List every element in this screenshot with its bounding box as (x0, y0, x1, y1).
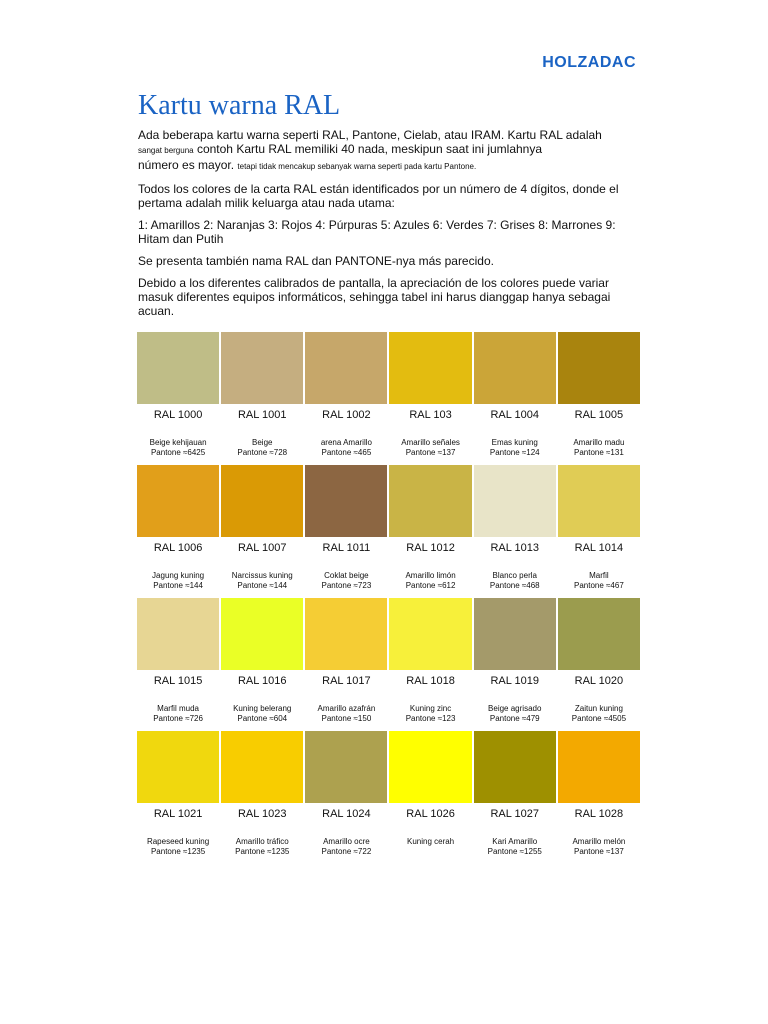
pantone-match: Pantone ≈123 (405, 714, 456, 723)
pantone-match: Pantone ≈137 (574, 847, 624, 856)
color-name: Beige kehijauan (149, 438, 207, 447)
color-description (389, 704, 471, 724)
color-name: Amarillo tráfico (235, 837, 289, 846)
color-cell (305, 731, 387, 864)
color-description (137, 438, 219, 458)
ral-code: RAL 1021 (153, 808, 203, 820)
color-swatch (305, 465, 387, 537)
ral-code: RAL 1019 (490, 675, 539, 687)
color-description (221, 704, 303, 724)
color-swatch (221, 731, 303, 803)
page-title: Kartu warna RAL (138, 90, 341, 121)
color-name: Marfil muda (157, 704, 199, 713)
color-swatch (558, 332, 640, 404)
ral-code: RAL 1016 (237, 675, 287, 687)
color-description (221, 438, 303, 458)
ral-code: RAL 103 (409, 409, 452, 421)
ral-code: RAL 1001 (237, 409, 287, 421)
color-name: Beige (252, 438, 273, 447)
paragraph-4: Se presenta también nama RAL dan PANTONE-nya más parecido. (138, 254, 494, 268)
pantone-match: Pantone ≈1235 (150, 847, 206, 856)
pantone-match: Pantone ≈124 (489, 448, 540, 457)
color-cell (137, 598, 219, 731)
pantone-match: Pantone ≈150 (321, 714, 372, 723)
color-description (305, 438, 387, 458)
ral-code: RAL 1006 (153, 542, 203, 554)
color-name: Kuning zinc (409, 704, 452, 713)
color-name: Zaitun kuning (574, 704, 623, 713)
paragraph-1b-small: sangat berguna (138, 146, 194, 155)
ral-code: RAL 1011 (322, 542, 371, 554)
color-swatch (137, 332, 219, 404)
color-description (389, 438, 471, 458)
color-cell (221, 465, 303, 598)
ral-code: RAL 1023 (237, 808, 287, 820)
ral-code: RAL 1007 (237, 542, 287, 554)
color-name: Coklat beige (324, 571, 369, 580)
color-swatch (305, 598, 387, 670)
color-cell (221, 731, 303, 864)
color-swatch (558, 465, 640, 537)
brand-logo: HOLZADAC (542, 54, 636, 71)
color-name: Amarillo señales (401, 438, 460, 447)
paragraph-3: 1: Amarillos 2: Naranjas 3: Rojos 4: Púrpuras 5: Azules 6: Verdes 7: Grises 8: Marrones 9: Hitam dan Putih (138, 218, 616, 246)
color-name: Narcissus kuning (231, 571, 293, 580)
color-description (389, 571, 471, 591)
color-description (558, 704, 640, 724)
color-name: Emas kuning (491, 438, 538, 447)
color-swatch (558, 731, 640, 803)
paragraph-2: Todos los colores de la carta RAL están identificados por un número de 4 dígitos, donde el pertama adalah milik keluarga atau nada utama: (138, 182, 619, 210)
color-name: Kuning belerang (233, 704, 292, 713)
pantone-match: Pantone ≈1255 (487, 847, 542, 856)
ral-code: RAL 1018 (406, 675, 455, 687)
color-description (305, 571, 387, 591)
ral-code: RAL 1026 (406, 808, 455, 820)
color-name: Amarillo madu (573, 438, 625, 447)
color-cell (137, 731, 219, 864)
ral-code: RAL 1014 (574, 542, 624, 554)
color-swatch (389, 598, 471, 670)
pantone-match: Pantone ≈468 (489, 581, 540, 590)
color-description (137, 571, 219, 591)
color-name: arena Amarillo (320, 438, 372, 447)
color-cell (558, 332, 640, 465)
color-name: Blanco perla (492, 571, 537, 580)
ral-code: RAL 1015 (153, 675, 203, 687)
color-name: Kari Amarillo (492, 837, 538, 846)
pantone-match: Pantone ≈6425 (150, 448, 206, 457)
color-swatch (474, 598, 556, 670)
color-description (389, 837, 471, 847)
color-cell (474, 465, 556, 598)
ral-code: RAL 1013 (490, 542, 539, 554)
color-description (558, 837, 640, 857)
color-description (558, 438, 640, 458)
color-cell (558, 598, 640, 731)
ral-code: RAL 1024 (322, 808, 371, 820)
intro-text (138, 128, 638, 326)
paragraph-1b: contoh Kartu RAL memiliki 40 nada, meskipun saat ini jumlahnya (196, 142, 543, 156)
color-swatch (474, 731, 556, 803)
color-cell (389, 731, 471, 864)
ral-code: RAL 1002 (322, 409, 371, 421)
color-description (474, 837, 556, 857)
color-description (221, 571, 303, 591)
pantone-match: Pantone ≈144 (153, 581, 203, 590)
color-description (305, 704, 387, 724)
color-description (474, 571, 556, 591)
pantone-match: Pantone ≈1235 (235, 847, 290, 856)
ral-code: RAL 1028 (574, 808, 624, 820)
color-description (221, 837, 303, 857)
color-swatch (389, 332, 471, 404)
ral-code: RAL 1004 (490, 409, 539, 421)
color-cell (137, 332, 219, 465)
color-cell (305, 332, 387, 465)
ral-code: RAL 1012 (406, 542, 455, 554)
color-name: Jagung kuning (152, 571, 205, 580)
color-description (474, 704, 556, 724)
color-description (558, 571, 640, 591)
paragraph-1a: Ada beberapa kartu warna seperti RAL, Pantone, Cielab, atau IRAM. Kartu RAL adalah (138, 128, 602, 142)
pantone-match: Pantone ≈465 (321, 448, 372, 457)
color-name: Amarillo limón (405, 571, 456, 580)
color-description (474, 438, 556, 458)
color-name: Beige agrisado (488, 704, 542, 713)
color-swatch (558, 598, 640, 670)
pantone-match: Pantone ≈4505 (571, 714, 627, 723)
pantone-match: Pantone ≈479 (489, 714, 540, 723)
color-swatch (305, 332, 387, 404)
color-name: Kuning cerah (406, 837, 455, 846)
color-cell (137, 465, 219, 598)
color-description (305, 837, 387, 857)
color-swatch (389, 465, 471, 537)
pantone-match: Pantone ≈728 (237, 448, 288, 457)
ral-code: RAL 1000 (153, 409, 203, 421)
color-cell (558, 465, 640, 598)
color-name: Amarillo azafrán (317, 704, 376, 713)
color-cell (474, 731, 556, 864)
color-cell (558, 731, 640, 864)
pantone-match: Pantone ≈604 (237, 714, 288, 723)
pantone-match: Pantone ≈467 (574, 581, 624, 590)
paragraph-1c-small: tetapi tidak mencakup sebanyak warna seperti pada kartu Pantone. (237, 162, 477, 171)
color-cell (389, 598, 471, 731)
ral-code: RAL 1027 (490, 808, 539, 820)
color-swatch (305, 731, 387, 803)
color-cell (305, 598, 387, 731)
pantone-match: Pantone ≈612 (405, 581, 456, 590)
color-cell (305, 465, 387, 598)
color-swatch (474, 332, 556, 404)
color-swatch (221, 598, 303, 670)
color-cell (389, 465, 471, 598)
pantone-match: Pantone ≈131 (574, 448, 624, 457)
color-name: Marfil (589, 571, 609, 580)
color-description (137, 704, 219, 724)
color-name: Amarillo ocre (323, 837, 370, 846)
color-swatch (389, 731, 471, 803)
color-cell (474, 598, 556, 731)
color-name: Amarillo melón (572, 837, 626, 846)
ral-code: RAL 1020 (574, 675, 624, 687)
color-swatch (137, 465, 219, 537)
pantone-match: Pantone ≈722 (321, 847, 372, 856)
color-swatch (221, 465, 303, 537)
color-swatch (137, 731, 219, 803)
pantone-match: Pantone ≈723 (321, 581, 372, 590)
color-cell (221, 332, 303, 465)
pantone-match: Pantone ≈726 (153, 714, 203, 723)
pantone-match: Pantone ≈144 (237, 581, 288, 590)
paragraph-1 (138, 128, 638, 174)
ral-code: RAL 1005 (574, 409, 624, 421)
paragraph-5: Debido a los diferentes calibrados de pantalla, la apreciación de los colores puede variar masuk diferentes equipos informáticos, sehingga tabel ini harus dianggap hanya sebagai acuan. (138, 276, 611, 318)
color-description (137, 837, 219, 857)
color-cell (221, 598, 303, 731)
color-cell (389, 332, 471, 465)
pantone-match: Pantone ≈137 (405, 448, 456, 457)
paragraph-1c: número es mayor. (138, 158, 235, 172)
color-swatch (221, 332, 303, 404)
color-grid (137, 332, 640, 864)
color-swatch (137, 598, 219, 670)
color-swatch (474, 465, 556, 537)
color-name: Rapeseed kuning (146, 837, 210, 846)
color-cell (474, 332, 556, 465)
ral-code: RAL 1017 (322, 675, 371, 687)
